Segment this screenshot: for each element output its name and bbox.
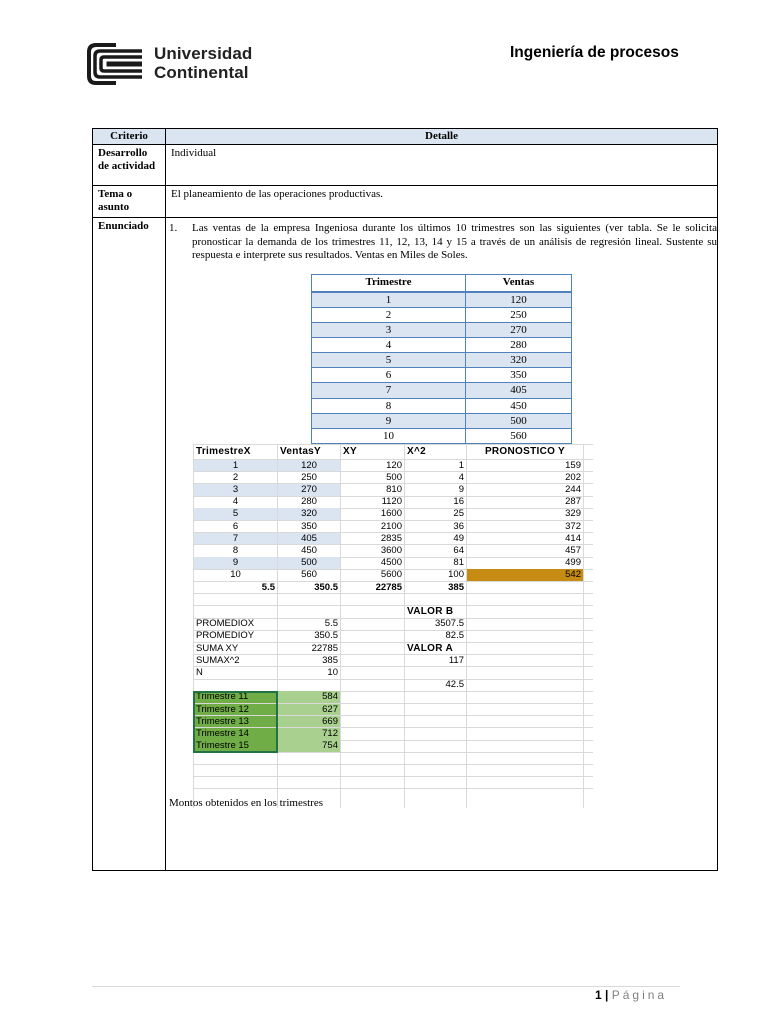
sheet-data-cell: 5 [194, 508, 277, 520]
sheet-header-cell: TrimestreX [196, 446, 251, 457]
university-name-line1: Universidad [154, 44, 253, 63]
sheet-data-cell: 4 [458, 471, 464, 483]
ventas-cell-trimestre: 9 [312, 413, 466, 428]
enunciado-content [166, 218, 718, 871]
page-footer [595, 988, 667, 1002]
sheet-data-cell: 1 [458, 459, 464, 471]
ventas-cell-ventas: 405 [465, 383, 571, 398]
header-detalle: Detalle [166, 129, 718, 145]
enunciado-number: 1. [169, 222, 178, 234]
sheet-data-cell: 64 [453, 544, 464, 556]
forecast-label: Trimestre 14 [194, 728, 277, 740]
ventas-row [312, 292, 572, 308]
ventas-cell-ventas: 320 [465, 353, 571, 368]
value-tema: El planeamiento de las operaciones productivas. [166, 186, 718, 218]
sheet-data-cell: 270 [278, 484, 340, 496]
sheet-data-cell: 100 [448, 569, 464, 581]
stat-label: PROMEDIOX [196, 618, 255, 630]
footer-separator: | [605, 988, 609, 1002]
sheet-data-cell: 49 [453, 532, 464, 544]
stat-value: 385 [322, 654, 338, 666]
stat-value: 10 [327, 666, 338, 678]
valor-b-value: 82.5 [445, 630, 464, 642]
forecast-value: 712 [278, 728, 340, 740]
university-name [154, 44, 252, 82]
page-number: 1 [595, 988, 602, 1002]
sheet-data-cell: 244 [565, 483, 581, 495]
stat-value: 350.5 [314, 630, 338, 642]
sheet-header-cell: X^2 [407, 446, 426, 457]
sheet-data-cell: 3600 [380, 544, 402, 556]
stat-label: PROMEDIOY [196, 630, 255, 642]
enunciado-text: Las ventas de la empresa Ingeniosa durante los últimos 10 trimestres son las siguientes (ver tabla. Se le solicita pronosticar la demanda de los trimestres 11, 12, 13, 14 y 15 a través de un análisis de regresión lineal. Sustente su respuesta e interprete sus resultados. Ventas en Miles de Soles. [192, 222, 717, 261]
ventas-cell-ventas: 350 [465, 368, 571, 383]
sheet-data-cell: 16 [453, 496, 464, 508]
sheet-data-cell: 350 [301, 520, 317, 532]
sheet-data-cell: 36 [453, 520, 464, 532]
ventas-row [312, 353, 572, 368]
footer-divider [92, 986, 680, 987]
sheet-data-cell: 2835 [380, 532, 402, 544]
course-title: Ingeniería de procesos [510, 44, 679, 61]
forecast-value: 627 [278, 704, 340, 716]
grid-line [193, 764, 593, 765]
forecast-value: 669 [278, 716, 340, 728]
ventas-header-row [312, 275, 572, 292]
sheet-data-cell: 7 [194, 533, 277, 545]
ventas-row [312, 368, 572, 383]
sheet-data-cell: 6 [232, 520, 239, 532]
ventas-header-ventas: Ventas [465, 275, 571, 292]
montos-caption: Montos obtenidos en los trimestres [169, 797, 323, 809]
sheet-data-cell: 2 [232, 471, 239, 483]
forecast-label: Trimestre 15 [194, 740, 277, 752]
stat-label: N [196, 666, 203, 678]
row-enunciado [93, 218, 718, 871]
ventas-cell-trimestre: 3 [312, 322, 466, 337]
ventas-cell-trimestre: 8 [312, 398, 466, 413]
sheet-data-cell: 457 [565, 544, 581, 556]
sheet-data-cell: 1 [194, 460, 277, 472]
ventas-cell-trimestre: 2 [312, 307, 466, 322]
sheet-total-cell: 385 [448, 581, 464, 593]
sheet-data-cell: 542 [467, 569, 583, 581]
ventas-cell-ventas: 270 [465, 322, 571, 337]
sheet-data-cell: 5600 [380, 569, 402, 581]
grid-line [193, 788, 593, 789]
sheet-data-cell: 120 [278, 460, 340, 472]
ventas-cell-trimestre: 5 [312, 353, 466, 368]
sheet-data-cell: 159 [565, 459, 581, 471]
forecast-value: 754 [278, 740, 340, 752]
valor-a-value: 42.5 [445, 679, 464, 691]
grid-line [193, 605, 593, 606]
sheet-data-cell: 499 [565, 557, 581, 569]
grid-line [193, 679, 593, 680]
sheet-data-cell: 202 [565, 471, 581, 483]
ventas-cell-trimestre: 4 [312, 337, 466, 352]
sheet-data-cell: 9 [458, 483, 464, 495]
forecast-value: 584 [278, 691, 340, 703]
label-desarrollo: Desarrollo de actividad [93, 145, 166, 186]
sheet-data-cell: 250 [301, 471, 317, 483]
activity-table-header-row [93, 129, 718, 145]
ventas-cell-ventas: 450 [465, 398, 571, 413]
activity-table [92, 128, 718, 871]
ventas-cell-ventas: 120 [465, 292, 571, 308]
sheet-data-cell: 3 [194, 484, 277, 496]
universidad-continental-logo-icon [86, 42, 146, 86]
sheet-data-cell: 2100 [380, 520, 402, 532]
ventas-cell-ventas: 250 [465, 307, 571, 322]
sheet-data-cell: 4 [232, 496, 239, 508]
sheet-data-cell: 81 [453, 557, 464, 569]
sheet-data-cell: 10 [230, 569, 241, 581]
sheet-data-cell: 405 [278, 533, 340, 545]
sheet-data-cell: 25 [453, 508, 464, 520]
sheet-data-cell: 560 [301, 569, 317, 581]
sheet-data-cell: 120 [386, 459, 402, 471]
ventas-cell-trimestre: 1 [312, 292, 466, 308]
sheet-data-cell: 329 [565, 508, 581, 520]
sheet-data-cell: 500 [386, 471, 402, 483]
ventas-row [312, 337, 572, 352]
label-enunciado: Enunciado [93, 218, 166, 871]
page-word: Página [611, 988, 668, 1002]
sheet-data-cell: 810 [386, 483, 402, 495]
selection-outline [193, 691, 278, 753]
ventas-cell-ventas: 280 [465, 337, 571, 352]
sheet-data-cell: 1600 [380, 508, 402, 520]
ventas-cell-ventas: 560 [465, 429, 571, 444]
sheet-data-cell: 372 [565, 520, 581, 532]
ventas-cell-trimestre: 10 [312, 429, 466, 444]
ventas-row [312, 322, 572, 337]
ventas-row [312, 383, 572, 398]
sheet-header-cell: PRONOSTICO Y [484, 446, 566, 457]
row-desarrollo [93, 145, 718, 186]
valor-b-value: 3507.5 [434, 618, 464, 630]
ventas-row [312, 307, 572, 322]
sheet-data-cell: 8 [232, 544, 239, 556]
sheet-total-cell: 22785 [375, 581, 402, 593]
valor-a-label: VALOR A [407, 642, 453, 654]
grid-line [193, 593, 593, 594]
header-criterio: Criterio [93, 129, 166, 145]
stat-value: 22785 [311, 642, 338, 654]
sheet-data-cell: 500 [278, 557, 340, 569]
sheet-header-cell: VentasY [280, 446, 322, 457]
ventas-cell-trimestre: 6 [312, 368, 466, 383]
sheet-data-cell: 1120 [381, 496, 402, 508]
stat-label: SUMAX^2 [196, 654, 240, 666]
sheet-data-cell: 280 [301, 496, 317, 508]
sheet-data-cell: 450 [301, 544, 317, 556]
valor-b-label: VALOR B [407, 605, 454, 617]
sheet-data-cell: 9 [194, 557, 277, 569]
sheet-total-cell: 5.5 [261, 581, 275, 593]
ventas-cell-ventas: 500 [465, 413, 571, 428]
ventas-table [311, 274, 572, 444]
grid-line [583, 444, 584, 808]
sheet-data-cell: 414 [565, 532, 581, 544]
ventas-row [312, 398, 572, 413]
valor-a-value: 117 [448, 654, 464, 666]
ventas-row [312, 429, 572, 444]
forecast-label: Trimestre 12 [194, 704, 277, 716]
ventas-cell-trimestre: 7 [312, 383, 466, 398]
ventas-header-trimestre: Trimestre [312, 275, 466, 292]
sheet-data-cell: 287 [565, 496, 581, 508]
stat-value: 5.5 [324, 618, 338, 630]
label-tema: Tema o asunto [93, 186, 166, 218]
sheet-header-cell: XY [343, 446, 357, 457]
forecast-label: Trimestre 11 [194, 691, 277, 703]
grid-line [193, 776, 593, 777]
stat-label: SUMA XY [196, 642, 239, 654]
ventas-row [312, 413, 572, 428]
forecast-label: Trimestre 13 [194, 716, 277, 728]
value-desarrollo: Individual [166, 145, 718, 186]
sheet-data-cell: 4500 [380, 557, 402, 569]
sheet-total-cell: 350.5 [314, 581, 338, 593]
university-name-line2: Continental [154, 63, 249, 82]
sheet-data-cell: 320 [278, 508, 340, 520]
row-tema [93, 186, 718, 218]
regression-spreadsheet [193, 444, 593, 808]
